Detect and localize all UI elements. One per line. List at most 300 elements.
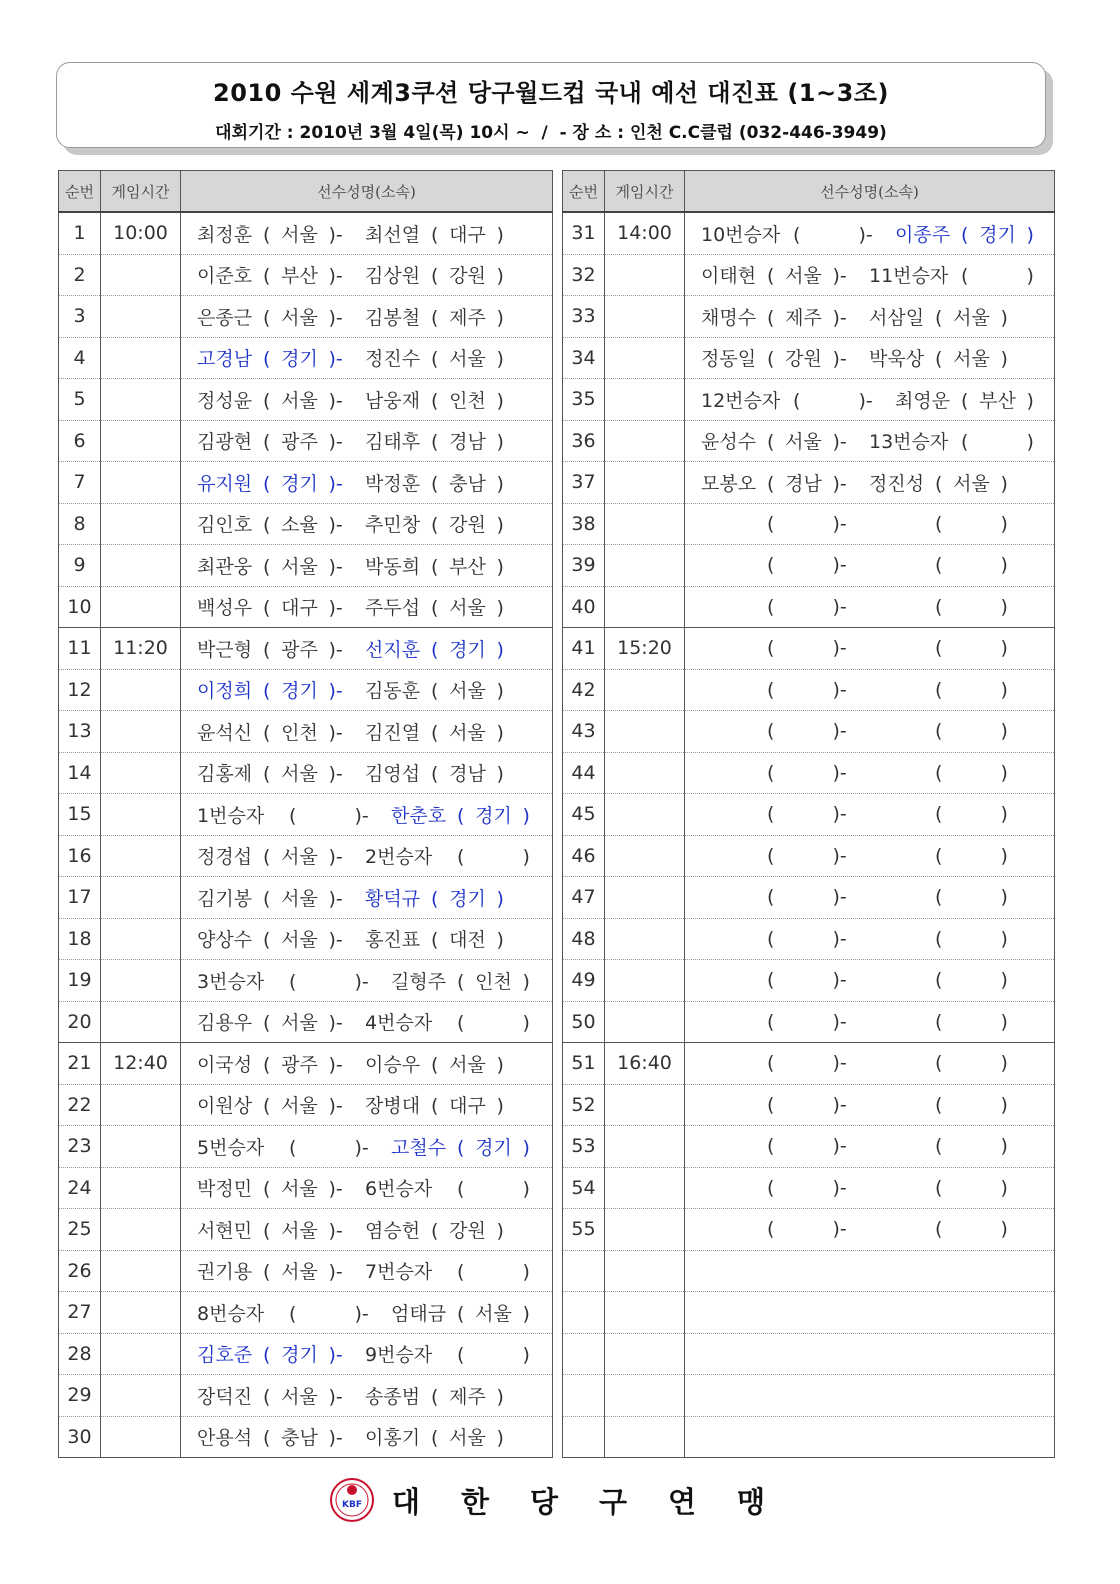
- match-cell: [181, 1043, 553, 1085]
- match-cell: [685, 1001, 1055, 1043]
- seq-cell: 14: [59, 752, 101, 794]
- match-cell: [685, 1250, 1055, 1292]
- time-cell: [605, 1001, 685, 1043]
- player-2-region-text: 경기: [475, 1136, 512, 1159]
- seq-cell: 51: [563, 1043, 605, 1085]
- match-cell: [685, 669, 1055, 711]
- player-1-region: ( )-: [767, 1135, 847, 1158]
- match-cell: [685, 212, 1055, 254]
- player-1-region: ( )-: [767, 595, 847, 618]
- player-2-region: ( 경기 ): [961, 220, 1055, 247]
- seq-cell: 34: [563, 337, 605, 379]
- match-cell: [685, 1209, 1055, 1251]
- player-2-region: ( ): [935, 512, 1008, 535]
- table-row: [563, 1250, 1055, 1292]
- player-2-region: ( ): [961, 265, 1034, 288]
- table-row: [563, 1209, 1055, 1251]
- player-2-name: 김봉철: [365, 306, 421, 329]
- time-cell: [605, 1084, 685, 1126]
- table-row: [59, 1416, 553, 1458]
- table-row: [563, 545, 1055, 587]
- player-1-region: ( )-: [767, 678, 847, 701]
- player-2-name: 정진수: [365, 348, 421, 371]
- player-2-region: ( 경남 ): [431, 427, 527, 454]
- match-cell: [181, 918, 553, 960]
- player-1-region: ( 서울 )-: [767, 261, 863, 288]
- table-row: [563, 1333, 1055, 1375]
- time-cell: [605, 1333, 685, 1375]
- table-row: [563, 1126, 1055, 1168]
- player-1-region: ( 서울 )-: [263, 1174, 359, 1201]
- time-cell: [101, 586, 181, 628]
- player-2-region-text: 인천: [475, 970, 512, 993]
- player-1-name: 정동일: [701, 348, 757, 371]
- player-2-name: 박동희: [365, 555, 421, 578]
- player-1-name: 김호준: [197, 1344, 253, 1367]
- col-header-seq: 순번: [563, 171, 605, 213]
- title-box: [56, 62, 1046, 148]
- player-1-region: ( )-: [793, 389, 873, 412]
- table-row: [59, 586, 553, 628]
- time-cell: [605, 1167, 685, 1209]
- player-1-name: 10번승자: [701, 223, 781, 246]
- player-1-region-text: 광주: [281, 1053, 318, 1076]
- player-1-region: ( )-: [289, 1302, 369, 1325]
- player-2-name: 11번승자: [869, 265, 949, 288]
- player-2-name: 주두섭: [365, 597, 421, 620]
- player-2-name: 9번승자: [365, 1344, 433, 1367]
- player-2-name: 7번승자: [365, 1261, 433, 1284]
- player-2-name: 추민창: [365, 514, 421, 537]
- match-cell: [685, 1375, 1055, 1417]
- player-2-region-text: 서울: [953, 472, 990, 495]
- player-2-region: ( ): [935, 720, 1008, 743]
- player-1-name: 김기봉: [197, 887, 253, 910]
- time-cell: [101, 1292, 181, 1334]
- player-2-name: 김동훈: [365, 680, 421, 703]
- player-1-name: 5번승자: [197, 1136, 265, 1159]
- player-1-region: ( )-: [767, 1093, 847, 1116]
- player-2-region-text: 서울: [953, 348, 990, 371]
- player-2-region: ( 서울 ): [431, 1423, 527, 1450]
- player-2-region: ( ): [935, 637, 1008, 660]
- col-header-time: 게임시간: [101, 171, 181, 213]
- time-cell: 15:20: [605, 628, 685, 670]
- player-1-region: ( )-: [767, 844, 847, 867]
- seq-cell: 25: [59, 1209, 101, 1251]
- table-row: [563, 420, 1055, 462]
- table-row: [563, 337, 1055, 379]
- player-1-region-text: 서울: [281, 1385, 318, 1408]
- seq-cell: 1: [59, 212, 101, 254]
- match-cell: [181, 835, 553, 877]
- seq-cell: 32: [563, 254, 605, 296]
- seq-cell: 15: [59, 794, 101, 836]
- player-2-region-text: 충남: [449, 472, 486, 495]
- player-1-region: ( 강원 )-: [767, 344, 863, 371]
- player-2-region: ( 충남 ): [431, 469, 527, 496]
- schedule-table-right: [562, 170, 1055, 1458]
- player-2-region: ( 부산 ): [961, 386, 1055, 413]
- match-cell: [181, 1333, 553, 1375]
- player-1-region-text: 서울: [785, 431, 822, 454]
- player-1-name: 백성우: [197, 597, 253, 620]
- player-1-region: ( 충남 )-: [263, 1423, 359, 1450]
- player-2-region-text: 서울: [449, 1053, 486, 1076]
- time-cell: [101, 1375, 181, 1417]
- seq-cell: 7: [59, 462, 101, 504]
- time-cell: [101, 1126, 181, 1168]
- player-2-region: ( ): [935, 1135, 1008, 1158]
- time-cell: [605, 420, 685, 462]
- player-1-name: 윤석신: [197, 721, 253, 744]
- player-2-region-text: 서울: [953, 306, 990, 329]
- player-2-name: 13번승자: [869, 431, 949, 454]
- player-2-region: ( ): [457, 1012, 530, 1035]
- player-2-region: ( 강원 ): [431, 1216, 527, 1243]
- table-row: [59, 296, 553, 338]
- player-2-region: ( 대구 ): [431, 220, 527, 247]
- time-cell: [605, 711, 685, 753]
- player-2-region: ( ): [457, 1178, 530, 1201]
- table-row: [563, 254, 1055, 296]
- player-2-region: ( ): [935, 969, 1008, 992]
- time-cell: [605, 1250, 685, 1292]
- player-2-name: 한춘호: [391, 804, 447, 827]
- time-cell: 10:00: [101, 212, 181, 254]
- table-row: [563, 1043, 1055, 1085]
- player-1-region-text: 경기: [281, 348, 318, 371]
- player-2-region-text: 대구: [449, 223, 486, 246]
- player-1-region-text: 제주: [785, 306, 822, 329]
- time-cell: [605, 752, 685, 794]
- player-2-region: ( 대구 ): [431, 1091, 527, 1118]
- seq-cell: 55: [563, 1209, 605, 1251]
- player-2-name: 홍진표: [365, 929, 421, 952]
- table-row: [59, 1292, 553, 1334]
- seq-cell: 45: [563, 794, 605, 836]
- player-1-region-text: 서울: [281, 555, 318, 578]
- player-1-region: ( 대구 )-: [263, 593, 359, 620]
- match-cell: [181, 1416, 553, 1458]
- player-2-region-text: 부산: [449, 555, 486, 578]
- player-2-region: ( ): [935, 1010, 1008, 1033]
- seq-cell: 31: [563, 212, 605, 254]
- player-1-region: ( 경기 )-: [263, 1340, 359, 1367]
- time-cell: [101, 1001, 181, 1043]
- match-cell: [685, 379, 1055, 421]
- player-2-region: ( 서울 ): [431, 344, 527, 371]
- table-row: [563, 711, 1055, 753]
- table-row: [59, 337, 553, 379]
- match-cell: [181, 420, 553, 462]
- table-row: [59, 1043, 553, 1085]
- match-cell: [685, 1167, 1055, 1209]
- player-1-region-text: 서울: [281, 1095, 318, 1118]
- player-2-region-text: 부산: [979, 389, 1016, 412]
- player-1-region-text: 서울: [281, 306, 318, 329]
- player-2-region: ( ): [935, 1093, 1008, 1116]
- player-1-region: ( 서울 )-: [263, 759, 359, 786]
- player-2-name: 4번승자: [365, 1012, 433, 1035]
- player-1-region: ( 인천 )-: [263, 718, 359, 745]
- time-cell: [101, 1250, 181, 1292]
- player-1-name: 모봉오: [701, 472, 757, 495]
- match-cell: [685, 503, 1055, 545]
- time-cell: [605, 877, 685, 919]
- player-2-name: 최영운: [895, 389, 951, 412]
- table-row: [563, 1084, 1055, 1126]
- player-2-region-text: 제주: [449, 306, 486, 329]
- time-cell: [101, 752, 181, 794]
- player-1-region-text: 강원: [785, 348, 822, 371]
- time-cell: [605, 337, 685, 379]
- player-1-region: ( 경기 )-: [263, 344, 359, 371]
- seq-cell: 50: [563, 1001, 605, 1043]
- logo-text: KBF: [342, 1500, 362, 1510]
- player-2-name: 황덕규: [365, 887, 421, 910]
- match-cell: [685, 794, 1055, 836]
- organization-name: 대한당구연맹: [392, 1485, 807, 1519]
- player-1-name: 장덕진: [197, 1385, 253, 1408]
- player-1-region: ( 서울 )-: [263, 1382, 359, 1409]
- player-2-region: ( 인천 ): [431, 386, 527, 413]
- table-row: [563, 1167, 1055, 1209]
- player-2-region: ( 부산 ): [431, 552, 527, 579]
- player-1-name: 1번승자: [197, 804, 265, 827]
- time-cell: [605, 503, 685, 545]
- player-1-region-text: 서울: [785, 265, 822, 288]
- player-2-region-text: 경기: [449, 638, 486, 661]
- seq-cell: 29: [59, 1375, 101, 1417]
- seq-cell: 3: [59, 296, 101, 338]
- seq-cell: 40: [563, 586, 605, 628]
- player-2-region-text: 서울: [449, 348, 486, 371]
- table-row: [563, 1292, 1055, 1334]
- seq-cell: 43: [563, 711, 605, 753]
- player-1-region: ( 서울 )-: [263, 303, 359, 330]
- time-cell: [605, 918, 685, 960]
- time-cell: [605, 1416, 685, 1458]
- table-row: [59, 628, 553, 670]
- player-2-region: ( 강원 ): [431, 510, 527, 537]
- player-1-name: 은종근: [197, 306, 253, 329]
- player-1-name: 채명수: [701, 306, 757, 329]
- player-1-name: 8번승자: [197, 1302, 265, 1325]
- player-2-name: 이홍기: [365, 1427, 421, 1450]
- seq-cell: 27: [59, 1292, 101, 1334]
- seq-cell: 10: [59, 586, 101, 628]
- player-2-region: ( ): [935, 761, 1008, 784]
- match-cell: [685, 1333, 1055, 1375]
- time-cell: 12:40: [101, 1043, 181, 1085]
- match-cell: [685, 628, 1055, 670]
- table-row: [563, 669, 1055, 711]
- seq-cell: 39: [563, 545, 605, 587]
- player-2-region-text: 경남: [449, 763, 486, 786]
- match-cell: [685, 711, 1055, 753]
- player-1-name: 김인호: [197, 514, 253, 537]
- player-1-region-text: 서울: [281, 1012, 318, 1035]
- player-1-name: 이원상: [197, 1095, 253, 1118]
- player-1-region: ( 서울 )-: [263, 1216, 359, 1243]
- player-2-region: ( ): [935, 554, 1008, 577]
- seq-cell: 28: [59, 1333, 101, 1375]
- player-2-region: ( 대전 ): [431, 925, 527, 952]
- player-2-region: ( 서울 ): [431, 718, 527, 745]
- time-cell: [101, 337, 181, 379]
- match-cell: [181, 1375, 553, 1417]
- match-cell: [685, 1043, 1055, 1085]
- table-row: [59, 960, 553, 1002]
- seq-cell: 41: [563, 628, 605, 670]
- time-cell: [101, 420, 181, 462]
- player-2-region-text: 서울: [449, 721, 486, 744]
- player-1-name: 권기용: [197, 1261, 253, 1284]
- time-cell: [101, 545, 181, 587]
- player-1-region: ( )-: [767, 1218, 847, 1241]
- table-row: [59, 379, 553, 421]
- match-cell: [685, 586, 1055, 628]
- time-cell: [605, 586, 685, 628]
- seq-cell: 24: [59, 1167, 101, 1209]
- time-cell: [101, 835, 181, 877]
- seq-cell: 30: [59, 1416, 101, 1458]
- time-cell: [101, 1167, 181, 1209]
- seq-cell: 12: [59, 669, 101, 711]
- seq-cell: 13: [59, 711, 101, 753]
- player-2-region-text: 서울: [449, 1427, 486, 1450]
- table-row: [59, 545, 553, 587]
- player-1-region-text: 경남: [785, 472, 822, 495]
- player-1-region-text: 서울: [281, 1178, 318, 1201]
- match-cell: [181, 586, 553, 628]
- event-info: 대회기간 : 2010년 3월 4일(목) 10시 ~ / - 장 소 : 인천 C.C클럽 (032-446-3949): [215, 123, 887, 143]
- player-2-name: 김진열: [365, 721, 421, 744]
- player-1-region: ( )-: [767, 637, 847, 660]
- player-2-name: 김태후: [365, 431, 421, 454]
- player-1-region: ( )-: [767, 720, 847, 743]
- time-cell: [101, 1416, 181, 1458]
- match-cell: [181, 794, 553, 836]
- player-2-name: 이승우: [365, 1053, 421, 1076]
- player-2-region-text: 강원: [449, 265, 486, 288]
- time-cell: [101, 462, 181, 504]
- table-row: [59, 877, 553, 919]
- seq-cell: 18: [59, 918, 101, 960]
- player-2-region: ( 제주 ): [431, 1382, 527, 1409]
- player-1-region: ( )-: [767, 761, 847, 784]
- table-row: [59, 752, 553, 794]
- player-1-region: ( 서울 )-: [263, 386, 359, 413]
- player-2-region: ( ): [935, 927, 1008, 950]
- table-row: [59, 462, 553, 504]
- table-row: [59, 1126, 553, 1168]
- player-2-region: ( 서울 ): [935, 303, 1031, 330]
- seq-cell: 44: [563, 752, 605, 794]
- time-cell: [605, 462, 685, 504]
- player-1-region-text: 서울: [281, 1261, 318, 1284]
- player-1-region: ( 서울 )-: [263, 1091, 359, 1118]
- player-1-region-text: 충남: [281, 1427, 318, 1450]
- seq-cell: 17: [59, 877, 101, 919]
- player-1-region-text: 서울: [281, 389, 318, 412]
- table-row: [59, 1001, 553, 1043]
- player-2-region: ( 서울 ): [935, 469, 1031, 496]
- player-1-region-text: 서울: [281, 763, 318, 786]
- match-cell: [181, 212, 553, 254]
- player-2-region-text: 서울: [449, 597, 486, 620]
- player-1-region-text: 서울: [281, 887, 318, 910]
- table-row: [563, 379, 1055, 421]
- player-1-region: ( )-: [793, 223, 873, 246]
- player-2-region: ( 경기 ): [457, 1133, 553, 1160]
- player-1-region: ( 서울 )-: [263, 884, 359, 911]
- seq-cell: [563, 1375, 605, 1417]
- table-row: [563, 628, 1055, 670]
- match-cell: [685, 1126, 1055, 1168]
- table-row: [563, 1416, 1055, 1458]
- player-2-region-text: 강원: [449, 514, 486, 537]
- time-cell: 11:20: [101, 628, 181, 670]
- col-header-time: 게임시간: [605, 171, 685, 213]
- player-1-name: 김광현: [197, 431, 253, 454]
- seq-cell: 33: [563, 296, 605, 338]
- player-2-name: 정진성: [869, 472, 925, 495]
- player-2-region: ( 경기 ): [431, 635, 527, 662]
- match-cell: [181, 296, 553, 338]
- match-cell: [685, 1084, 1055, 1126]
- time-cell: [101, 711, 181, 753]
- match-cell: [181, 254, 553, 296]
- table-row: [563, 296, 1055, 338]
- time-cell: [101, 960, 181, 1002]
- player-1-region-text: 경기: [281, 472, 318, 495]
- player-1-name: 정경섭: [197, 846, 253, 869]
- player-1-region: ( )-: [767, 1010, 847, 1033]
- table-row: [59, 420, 553, 462]
- match-cell: [181, 379, 553, 421]
- player-1-region: ( 서울 )-: [263, 925, 359, 952]
- player-2-region-text: 서울: [475, 1302, 512, 1325]
- player-2-name: 6번승자: [365, 1178, 433, 1201]
- table-row: [59, 254, 553, 296]
- player-2-region-text: 서울: [449, 680, 486, 703]
- match-cell: [181, 1084, 553, 1126]
- player-1-name: 이국성: [197, 1053, 253, 1076]
- table-row: [59, 1250, 553, 1292]
- player-2-region-text: 대구: [449, 1095, 486, 1118]
- table-row: [59, 1084, 553, 1126]
- time-cell: [101, 669, 181, 711]
- time-cell: [101, 1084, 181, 1126]
- time-cell: [101, 1333, 181, 1375]
- player-1-region: ( 경기 )-: [263, 469, 359, 496]
- player-2-region: ( 서울 ): [935, 344, 1031, 371]
- player-2-region-text: 경기: [979, 223, 1016, 246]
- player-1-region: ( )-: [767, 969, 847, 992]
- player-1-region: ( 소율 )-: [263, 510, 359, 537]
- match-cell: [181, 669, 553, 711]
- player-1-region-text: 인천: [281, 721, 318, 744]
- match-cell: [685, 337, 1055, 379]
- player-1-region: ( )-: [289, 970, 369, 993]
- table-row: [563, 586, 1055, 628]
- player-1-name: 이준호: [197, 265, 253, 288]
- table-row: [563, 794, 1055, 836]
- player-1-region-text: 광주: [281, 431, 318, 454]
- table-row: [563, 918, 1055, 960]
